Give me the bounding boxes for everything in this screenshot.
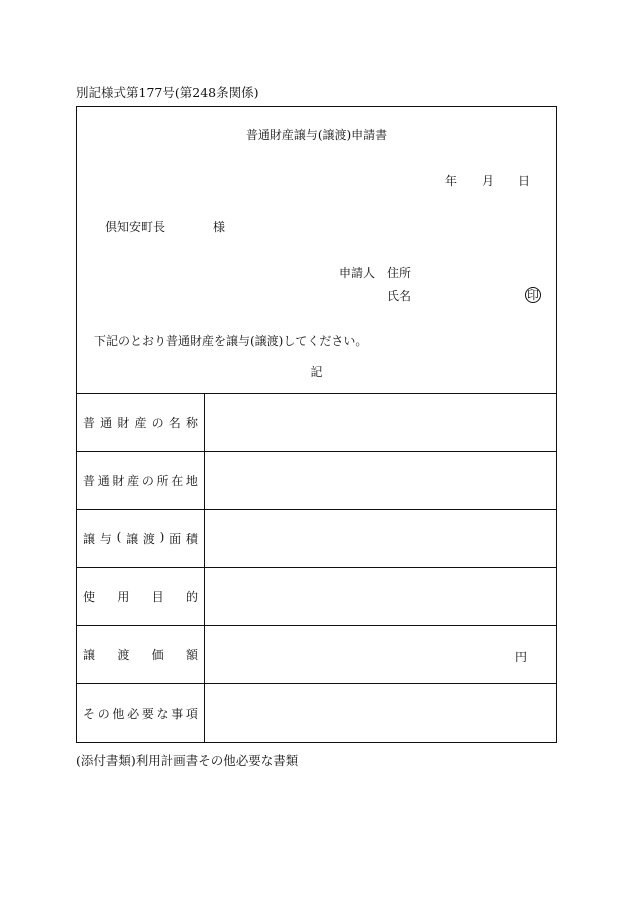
row-value-field[interactable] (205, 452, 556, 509)
addressee: 倶知安町長 (105, 220, 166, 234)
row-label (77, 626, 205, 683)
form-header (77, 107, 556, 394)
row-label-text: 普 通 財 産 の 名 称 (83, 416, 198, 430)
row-label-text: 普 通 財 産 の 所 在 地 (83, 474, 198, 488)
table-row (77, 394, 556, 452)
row-label (77, 568, 205, 625)
row-label (77, 452, 205, 509)
row-label (77, 510, 205, 567)
table-row (77, 568, 556, 626)
form-title: 普通財産譲与(譲渡)申請書 (245, 128, 388, 142)
unit-label: 円 (514, 650, 527, 664)
row-label-text: そ の 他 必 要 な 事 項 (83, 706, 198, 721)
row-label (77, 684, 205, 742)
applicant-label: 申請人 (339, 266, 376, 280)
row-label-text: 使 用 目 的 (83, 590, 198, 604)
table-row (77, 684, 556, 742)
row-label-text: 譲 渡 価 額 (83, 648, 198, 662)
date-month: 月 (482, 174, 495, 188)
row-value-field[interactable] (205, 510, 556, 567)
name-label: 氏名 (387, 289, 412, 303)
attachment-note: (添付書類)利用計画書その他必要な書類 (76, 753, 299, 768)
date-day: 日 (518, 174, 531, 188)
row-value-field[interactable] (205, 568, 556, 625)
details-table (77, 394, 556, 742)
request-statement: 下記のとおり普通財産を譲与(譲渡)してください。 (94, 334, 368, 348)
row-value-field[interactable] (205, 394, 556, 451)
date-year: 年 (445, 174, 458, 188)
ki-marker: 記 (310, 365, 323, 379)
row-label-text: 譲 与 ( 譲 渡 ) 面 積 (83, 530, 198, 546)
row-label (77, 394, 205, 451)
honorific: 様 (213, 220, 226, 234)
table-row (77, 452, 556, 510)
seal-icon: 印 (526, 288, 539, 302)
row-value-field[interactable] (205, 684, 556, 742)
address-label: 住所 (387, 266, 412, 280)
table-row (77, 626, 556, 684)
table-row (77, 510, 556, 568)
row-value-field[interactable] (205, 626, 556, 683)
application-form (76, 106, 557, 743)
form-number: 別記様式第177号(第248条関係) (76, 85, 259, 100)
